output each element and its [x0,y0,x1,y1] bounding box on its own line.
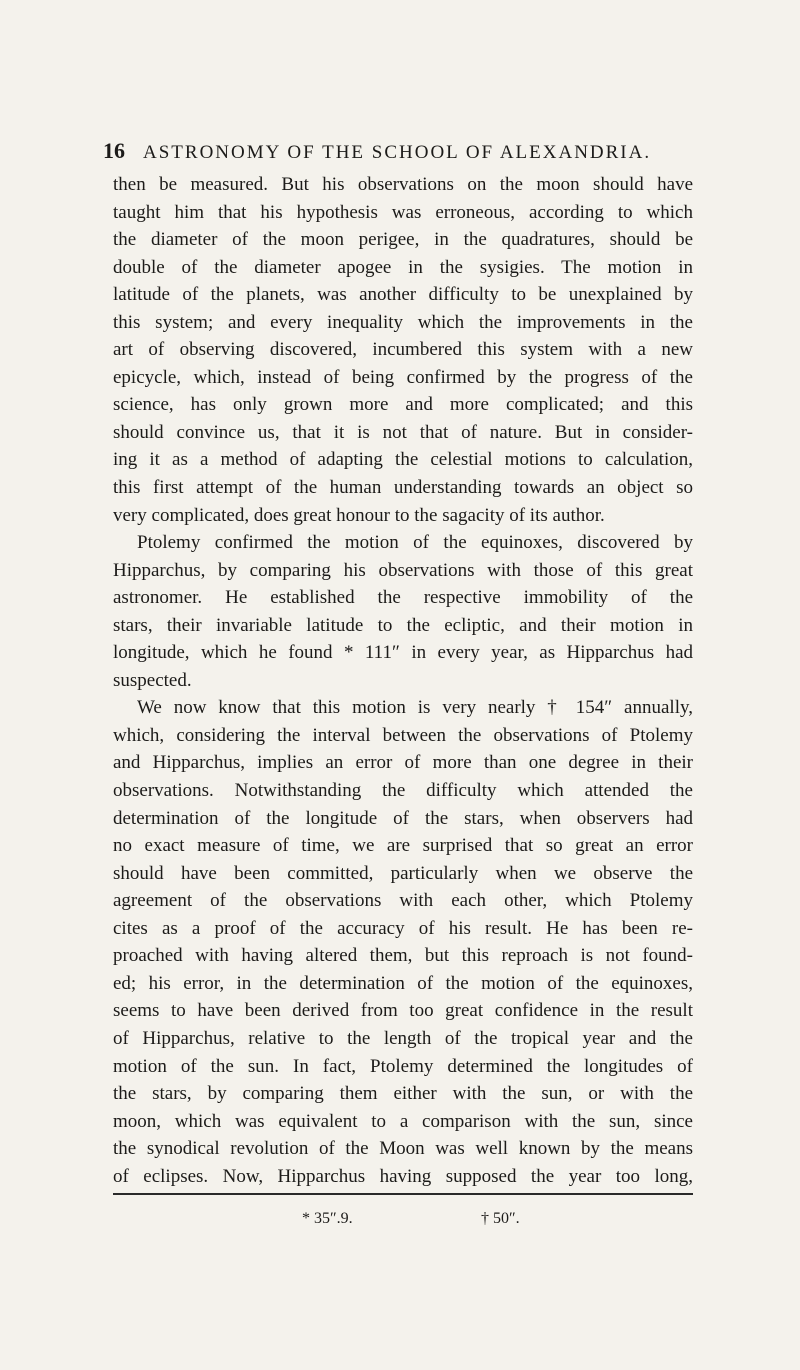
text-line: epicycle, which, instead of being confirmed by the progress of the [113,366,693,388]
text-line: agreement of the observations with each other, which Ptolemy [113,890,693,912]
text-line: the synodical revolution of the Moon was well known by the means [113,1138,693,1160]
page-number: 16 [103,138,125,163]
text-line: of eclipses. Now, Hipparchus having supposed the year too long, [113,1165,693,1187]
text-line: ed; his error, in the determination of the motion of the equinoxes, [113,972,693,994]
text-line: this system; and every inequality which the improvements in the [113,311,693,333]
text-line: double of the diameter apogee in the sysigies. The motion in [113,256,693,278]
text-line: latitude of the planets, was another difficulty to be unexplained by [113,284,693,306]
text-line: which, considering the interval between the observations of Ptolemy [113,724,693,746]
text-line: should convince us, that it is not that of nature. But in consider- [113,421,693,443]
text-line: art of observing discovered, incumbered this system with a new [113,339,693,361]
text-line: determination of the longitude of the stars, when observers had [113,807,693,829]
text-line: of Hipparchus, relative to the length of the tropical year and the [113,1027,693,1049]
text-line: cites as a proof of the accuracy of his result. He has been re- [113,917,693,939]
running-head [103,138,703,164]
text-line: the stars, by comparing them either with the sun, or with the [113,1083,693,1105]
text-line: ing it as a method of adapting the celestial motions to calculation, [113,449,693,471]
text-line: this first attempt of the human understanding towards an object so [113,477,693,499]
text-line: should have been committed, particularly when we observe the [113,862,693,884]
text-line: then be measured. But his observations on the moon should have [113,174,693,195]
body-text [113,171,693,1190]
text-line: motion of the sun. In fact, Ptolemy determined the longitudes of [113,1055,693,1077]
text-line: stars, their invariable latitude to the ecliptic, and their motion in [113,614,693,636]
text-line: astronomer. He established the respective immobility of the [113,587,693,609]
text-line: Ptolemy confirmed the motion of the equinoxes, discovered by [137,532,693,554]
text-line: the diameter of the moon perigee, in the quadratures, should be [113,229,693,251]
text-line: We now know that this motion is very nearly † 154″ annually, [137,697,693,719]
footnote-asterisk: * 35″.9. [302,1210,353,1227]
footnote-dagger: † 50″. [481,1210,520,1227]
running-title: ASTRONOMY OF THE SCHOOL OF ALEXANDRIA. [143,142,652,163]
text-line: longitude, which he found * 111″ in every year, as Hipparchus had [113,642,693,664]
text-line: seems to have been derived from too great confidence in the result [113,1000,693,1022]
text-line: and Hipparchus, implies an error of more than one degree in their [113,752,693,774]
footnote-rule [113,1193,693,1195]
text-line: proached with having altered them, but this reproach is not found- [113,945,693,967]
text-line: Hipparchus, by comparing his observations with those of this great [113,559,693,581]
text-line: very complicated, does great honour to the sagacity of its author. [113,504,605,526]
text-line: moon, which was equivalent to a comparison with the sun, since [113,1110,693,1132]
text-line: suspected. [113,669,192,691]
text-line: observations. Notwithstanding the difficulty which attended the [113,780,693,802]
text-line: science, has only grown more and more complicated; and this [113,394,693,416]
text-line: taught him that his hypothesis was erroneous, according to which [113,201,693,223]
text-line: no exact measure of time, we are surprised that so great an error [113,835,693,857]
